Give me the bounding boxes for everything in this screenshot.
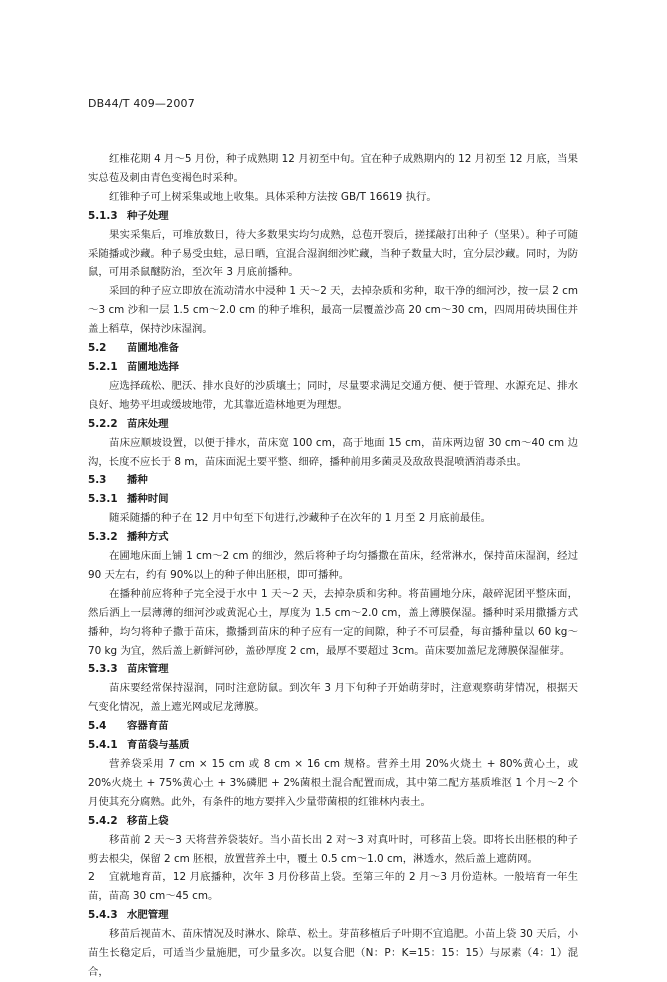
- paragraph: 采回的种子应立即放在流动清水中浸种 1 天～2 天，去掉杂质和劣种，取干净的细河沙，按一层 2 cm～3 cm 沙和一层 1.5 cm～2.0 cm 的种子堆积，最高一层覆盖沙高 20 cm～30 cm，四周用砖块围住并盖上稻草，保持沙床湿润。: [88, 285, 578, 336]
- paragraph: 在播种前应将种子完全浸于水中 1 天～2 天，去掉杂质和劣种。将苗圃地分床，敲碎泥团平整床面，然后洒上一层薄薄的细河沙或黄泥心土，厚度为 1.5 cm～2.0 cm，盖上薄膜保湿。播种时采用撒播方式播种，均匀将种子撒于苗床，撒播到苗床的种子应有一定的间隙，种子不可层叠，每亩播种量以 60 kg～70 kg 为宜，然后盖上新鲜河砂，盖砂厚度 2 cm，最厚不要超过 3cm。苗床要加盖尼龙薄膜保湿催芽。: [88, 587, 578, 657]
- section-heading: [88, 207, 578, 226]
- section-number: 5.2.2: [88, 417, 118, 430]
- section-number: 5.2.1: [88, 360, 118, 373]
- document-id: DB44/T 409—2007: [88, 97, 195, 110]
- section-title: 播种: [127, 474, 148, 487]
- section-title: 种子处理: [127, 209, 169, 222]
- section-number: 5.4.3: [88, 909, 118, 922]
- section-number: 5.3.1: [88, 493, 118, 506]
- section-number: 5.2: [88, 342, 107, 355]
- section-heading: [88, 528, 578, 547]
- section-heading: [88, 812, 578, 831]
- section-heading: [88, 717, 578, 736]
- paragraph: 移苗前 2 天～3 天将营养袋装好。当小苗长出 2 对～3 对真叶时，可移苗上袋。即将长出胚根的种子剪去根尖，保留 2 cm 胚根，放置营养土中，覆土 0.5 cm～1.0 cm，淋透水，然后盖上遮荫网。: [88, 833, 578, 865]
- paragraph: 在圃地床面上铺 1 cm～2 cm 的细沙，然后将种子均匀播撒在苗床，经常淋水，保持苗床湿润，经过 90 天左右，约有 90%以上的种子伸出胚根，即可播种。: [88, 550, 578, 581]
- paragraph: 苗床应顺坡设置，以便于排水，苗床宽 100 cm，高于地面 15 cm，苗床两边留 30 cm～40 cm 边沟，长度不应长于 8 m，苗床面泥土要平整、细碎，播种前用多菌灵及敌敌畏混喷洒消毒杀虫。: [88, 436, 578, 468]
- section-heading: [88, 339, 578, 358]
- section-number: 5.4: [88, 720, 107, 733]
- section-number: 5.3.3: [88, 663, 118, 676]
- paragraph: 宜就地育苗，12 月底播种，次年 3 月份移苗上袋。至第三年的 2 月～3 月份造林。一般培育一年生苗，苗高 30 cm～45 cm。: [88, 871, 578, 903]
- section-number: 5.4.2: [88, 814, 118, 827]
- section-title: 苗圃地准备: [127, 342, 179, 355]
- section-number: 5.4.1: [88, 739, 118, 752]
- page-number: 2: [88, 870, 95, 883]
- section-title: 苗床管理: [127, 663, 169, 676]
- section-number: 5.3.2: [88, 531, 118, 544]
- section-heading: [88, 358, 578, 377]
- section-heading: [88, 736, 578, 755]
- section-title: 播种时间: [127, 493, 169, 506]
- section-heading: [88, 471, 578, 490]
- section-heading: [88, 906, 578, 925]
- section-title: 移苗上袋: [127, 814, 169, 827]
- section-title: 育苗袋与基质: [127, 739, 190, 752]
- paragraph: 红椎花期 4 月～5 月份，种子成熟期 12 月初至中旬。宜在种子成熟期内的 12 月初至 12 月底，当果实总苞及刺由青色变褐色时采种。: [88, 153, 578, 184]
- paragraph: 随采随播的种子在 12 月中旬至下旬进行,沙藏种子在次年的 1 月至 2 月底前最佳。: [109, 512, 492, 525]
- section-number: 5.3: [88, 474, 107, 487]
- section-heading: [88, 415, 578, 434]
- section-title: 苗圃地选择: [127, 360, 179, 373]
- paragraph: 苗床要经常保持湿润，同时注意防鼠。到次年 3 月下旬种子开始萌芽时，注意观察萌芽情况，根据天气变化情况，盖上遮光网或尼龙薄膜。: [88, 682, 578, 714]
- paragraph: 营养袋采用 7 cm × 15 cm 或 8 cm × 16 cm 规格。营养土用 20%火烧土 + 80%黄心土，或 20%火烧土 + 75%黄心土 + 3%磷肥 + 2%菌根土混合配置而成，其中第二配方基质堆沤 1 个月～2 个月使其充分腐熟。此外，有条件的地方要拌入少量带菌根的红锥林内表土。: [88, 758, 578, 808]
- section-title: 水肥管理: [127, 909, 169, 922]
- section-title: 容器育苗: [127, 720, 169, 733]
- paragraph: 果实采集后，可堆放数日，待大多数果实均匀成熟，总苞开裂后，搓揉敲打出种子（坚果）。种子可随采随播或沙藏。种子易受虫蛀，忌日晒，宜混合湿润细沙贮藏，当种子数量大时，宜分层沙藏。同时，为防鼠，可用杀鼠醚防治，至次年 3 月底前播种。: [88, 228, 578, 279]
- paragraph: 红锥种子可上树采集或地上收集。具体采种方法按 GB/T 16619 执行。: [109, 190, 437, 203]
- section-heading: [88, 660, 578, 679]
- section-number: 5.1.3: [88, 209, 118, 222]
- document-body: [88, 150, 578, 982]
- section-heading: [88, 490, 578, 509]
- paragraph: 应选择疏松、肥沃、排水良好的沙质壤土；同时，尽量要求满足交通方便、便于管理、水源充足、排水良好、地势平坦或缓坡地带，尤其靠近造林地更为理想。: [88, 379, 578, 411]
- section-title: 播种方式: [127, 531, 169, 544]
- section-title: 苗床处理: [127, 417, 169, 430]
- paragraph: 移苗后视苗木、苗床情况及时淋水、除草、松土。芽苗移植后子叶期不宜追肥。小苗上袋 30 天后，小苗生长稳定后，可适当少量施肥，可少量多次。以复合肥（N：P：K=15：15：15）与尿素（4：1）混合，: [88, 928, 578, 978]
